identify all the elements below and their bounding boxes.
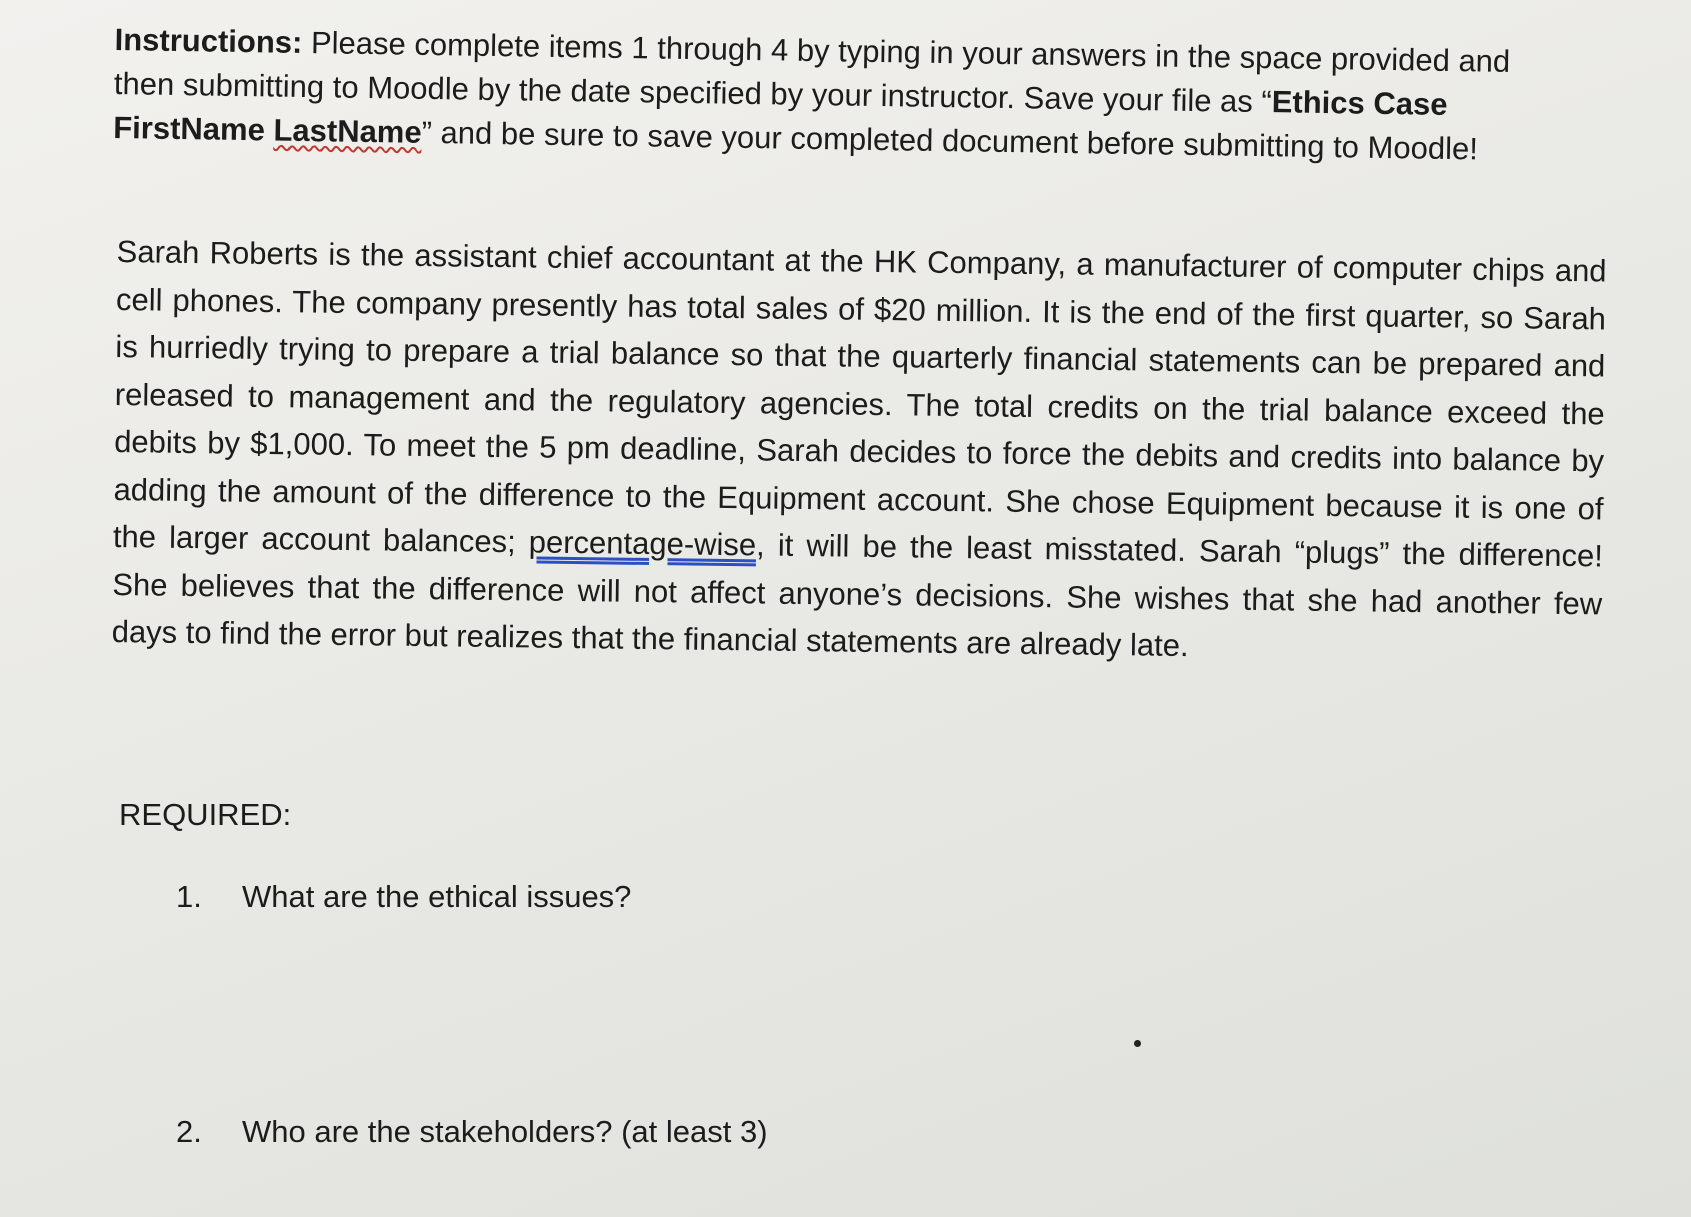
instructions-label: Instructions: bbox=[114, 21, 303, 60]
instructions-paragraph bbox=[113, 18, 1565, 173]
question-text: Who are the stakeholders? (at least 3) bbox=[242, 1114, 768, 1149]
instructions-text-1: Please complete items 1 through 4 by typing in your answers in the space provided and then submitting to Moodle by the date specified by your instructor. Save your file as “ bbox=[113, 24, 1511, 120]
case-paragraph bbox=[111, 228, 1606, 675]
question-number: 2. bbox=[176, 1114, 202, 1149]
grammar-flagged-word[interactable]: percentage-wise bbox=[528, 524, 757, 563]
dust-speck bbox=[1134, 1040, 1141, 1047]
instructions-text-2: ” and be sure to save your completed document before submitting to Moodle! bbox=[421, 114, 1479, 167]
question-number: 1. bbox=[176, 879, 202, 914]
case-text-2: , it will be the least misstated. Sarah “plugs” the difference! She believes that the difference will not affect anyone’s decisions. She wishes that she had another few days to find the error but realizes that the financial statements are already late. bbox=[111, 527, 1604, 664]
question-text: What are the ethical issues? bbox=[242, 879, 632, 914]
file-name-bold: Ethics Case FirstName bbox=[113, 84, 1448, 148]
spellcheck-flagged-word[interactable]: LastName bbox=[273, 112, 422, 150]
required-heading: REQUIRED: bbox=[119, 797, 292, 832]
question-item bbox=[176, 877, 631, 917]
case-text-1: Sarah Roberts is the assistant chief accountant at the HK Company, a manufacturer of computer chips and cell phones. The company presently has total sales of $20 million. It is the end of the first quarter, so Sarah is hurriedly trying to prepare a trial balance so that the quarterly financial statements can be prepared and released to management and the regulatory agencies. The total credits on the trial balance exceed the debits by $1,000. To meet the 5 pm deadline, Sarah decides to force the debits and credits into balance by adding the amount of the difference to the Equipment account. She chose Equipment because it is one of the larger account balances; bbox=[112, 233, 1607, 560]
question-item bbox=[176, 1112, 768, 1152]
